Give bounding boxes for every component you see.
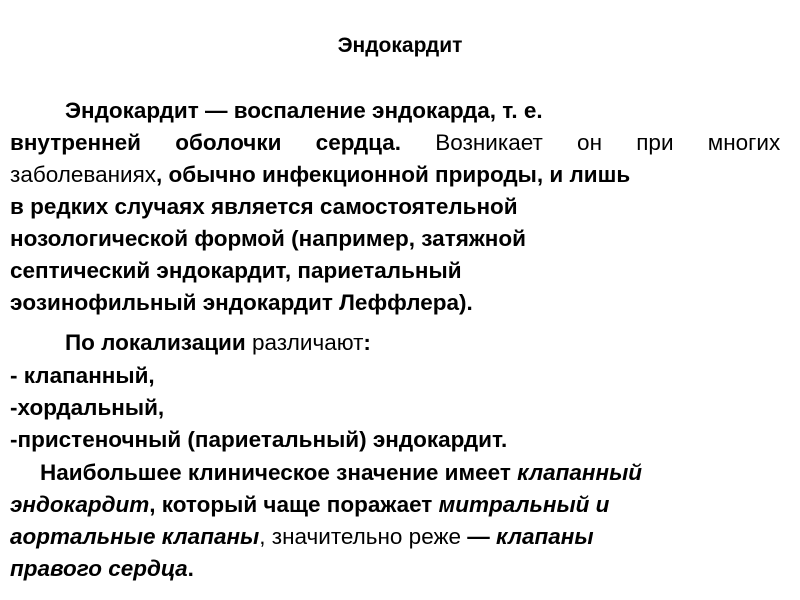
text-segment: клапанный bbox=[517, 460, 643, 485]
text-line bbox=[40, 457, 642, 489]
text-line bbox=[10, 489, 609, 521]
text-line bbox=[10, 159, 630, 191]
text-line bbox=[10, 392, 164, 424]
text-segment: : bbox=[363, 330, 371, 355]
text-segment: эндокардит bbox=[10, 492, 150, 517]
text-segment: , который чаще поражает bbox=[149, 492, 439, 517]
text-segment: -пристеночный (париетальный) эндокардит. bbox=[10, 427, 508, 452]
text-segment: эозинофильный эндокардит Леффлера). bbox=[10, 290, 473, 315]
text-segment: клапаны bbox=[496, 524, 594, 549]
text-segment: септический эндокардит, париетальный bbox=[10, 258, 462, 283]
text-line bbox=[65, 95, 543, 127]
text-segment: аортальные клапаны bbox=[10, 524, 260, 549]
text-segment: - клапанный, bbox=[10, 363, 155, 388]
text-segment: внутренней оболочки сердца. bbox=[10, 130, 402, 155]
text-line bbox=[65, 327, 371, 359]
text-segment: различают bbox=[245, 330, 364, 355]
slide-title: Эндокардит bbox=[337, 34, 463, 57]
text-line bbox=[10, 191, 518, 223]
text-segment: Наибольшее клиническое значение имеет bbox=[40, 460, 518, 485]
text-segment: Эндокардит — воспаление эндокарда, т. е. bbox=[65, 98, 543, 123]
text-line bbox=[10, 424, 507, 456]
text-segment: -хордальный, bbox=[10, 395, 165, 420]
text-segment: — bbox=[461, 524, 497, 549]
text-segment: По локализации bbox=[65, 330, 246, 355]
text-line bbox=[10, 223, 526, 255]
text-segment: в редких случаях является самостоятельной bbox=[10, 194, 518, 219]
text-segment: , обычно инфекционной природы, и лишь bbox=[156, 162, 631, 187]
text-line bbox=[10, 255, 462, 287]
text-line bbox=[10, 553, 194, 585]
text-segment: Возникает он при многих bbox=[401, 130, 781, 155]
text-line bbox=[10, 360, 155, 392]
text-segment: заболеваниях bbox=[10, 162, 157, 187]
text-segment: митральный и bbox=[438, 492, 610, 517]
text-line bbox=[10, 287, 473, 319]
text-line bbox=[10, 127, 780, 159]
text-segment: . bbox=[187, 556, 194, 581]
text-segment: нозологической формой (например, затяжной bbox=[10, 226, 526, 251]
text-segment: правого сердца bbox=[10, 556, 188, 581]
text-line bbox=[10, 521, 594, 553]
text-segment: , значительно реже bbox=[259, 524, 462, 549]
